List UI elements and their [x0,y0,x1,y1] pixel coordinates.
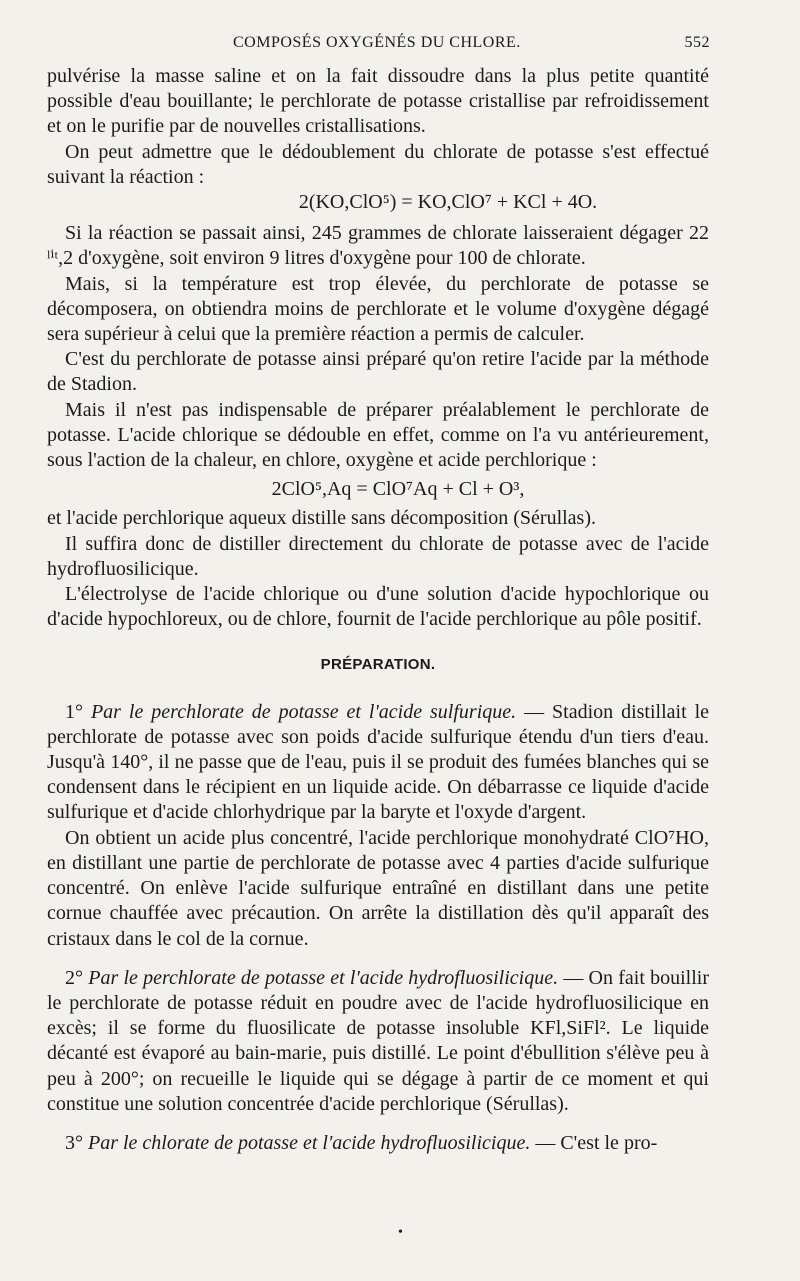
method-number: 1° [65,700,83,723]
paragraph: pulvérise la masse saline et on la fait dissoudre dans la plus petite quantité possible d'eau bouillante; le perchlorate de potasse cristallise par refroidissement et on le purifie par de nouvelles cristallisations. [47,65,709,138]
equation: 2(KO,ClO⁵) = KO,ClO⁷ + KCl + 4O. [298,191,598,214]
method-title: Par le chlorate de potasse et l'acide hydrofluosilicique. [88,1131,531,1154]
section-heading: PRÉPARATION. [320,656,436,674]
paragraph: C'est du perchlorate de potasse ainsi préparé qu'on retire l'acide par la méthode de Stadion. [47,348,709,396]
method-text: — C'est le pro- [535,1131,658,1154]
running-header [47,34,710,52]
method-number: 3° [65,1131,83,1154]
page-number: 552 [684,34,710,51]
method-1 [47,700,709,826]
paragraph: Si la réaction se passait ainsi, 245 grammes de chlorate laisseraient dégager 22 ˡⁱᵗ,2 d'oxygène, soit environ 9 litres d'oxygène pour 100 de chlorate. [47,222,709,270]
method-number: 2° [65,966,83,989]
paragraph: On peut admettre que le dédoublement du chlorate de potasse s'est effectué suivant la réaction : [47,140,709,188]
method-3 [47,1131,709,1156]
method-text: — On fait bouillir le perchlorate de potasse réduit en poudre avec de l'acide hydrofluosilicique en excès; il se forme du fluosilicate de potasse insoluble KFl,SiFl². Le liquide décanté est évaporé au bain-marie, puis distillé. Le point d'ébullition s'élève peu à peu à 200°; on recueille le liquide qui se dégage à partir de ce moment et qui constitue une solution concentrée d'acide perchlorique (Sérullas). [47,966,709,1115]
method-title: Par le perchlorate de potasse et l'acide hydrofluosilicique. [88,966,559,989]
printer-mark: • [398,1225,403,1240]
paragraph: Mais, si la température est trop élevée, du perchlorate de potasse se décomposera, on obtiendra moins de perchlorate et le volume d'oxygène dégagé sera supérieur à celui que la première réaction a permis de calculer. [47,272,709,346]
method-2 [47,966,709,1117]
running-title: COMPOSÉS OXYGÉNÉS DU CHLORE. [233,34,521,51]
paragraph: Mais il n'est pas indispensable de préparer préalablement le perchlorate de potasse. L'acide chlorique se dédouble en effet, comme on l'a vu antérieurement, sous l'action de la chaleur, en chlore, oxygène et acide perchlorique : [47,398,709,472]
paragraph: On obtient un acide plus concentré, l'acide perchlorique monohydraté ClO⁷HO, en distillant une partie de perchlorate de potasse avec 4 parties d'acide sulfurique concentré. On enlève l'acide sulfurique entraîné en distillant dans une petite cornue chauffée avec précaution. On arrête la distillation dès qu'il apparaît des cristaux dans le col de la cornue. [47,826,709,950]
paragraph: Il suffira donc de distiller directement du chlorate de potasse avec de l'acide hydrofluosilicique. [47,532,709,580]
method-title: Par le perchlorate de potasse et l'acide sulfurique. [90,700,517,723]
equation: 2ClO⁵,Aq = ClO⁷Aq + Cl + O³, [271,478,525,501]
paragraph: et l'acide perchlorique aqueux distille sans décomposition (Sérullas). [47,507,597,530]
method-text: — Stadion distillait le perchlorate de potasse avec son poids d'acide sulfurique étendu d'un tiers d'eau. Jusqu'à 140°, il ne passe que de l'eau, puis il se produit des fumées blanches qui se condensent dans le récipient en un liquide acide. On débarrasse ce liquide d'acide sulfurique et d'acide chlorhydrique par la baryte et l'oxyde d'argent. [47,700,710,824]
body-text [47,64,709,1156]
paragraph: L'électrolyse de l'acide chlorique ou d'une solution d'acide hypochlorique ou d'acide hypochloreux, ou de chlore, fournit de l'acide perchlorique au pôle positif. [47,583,709,631]
